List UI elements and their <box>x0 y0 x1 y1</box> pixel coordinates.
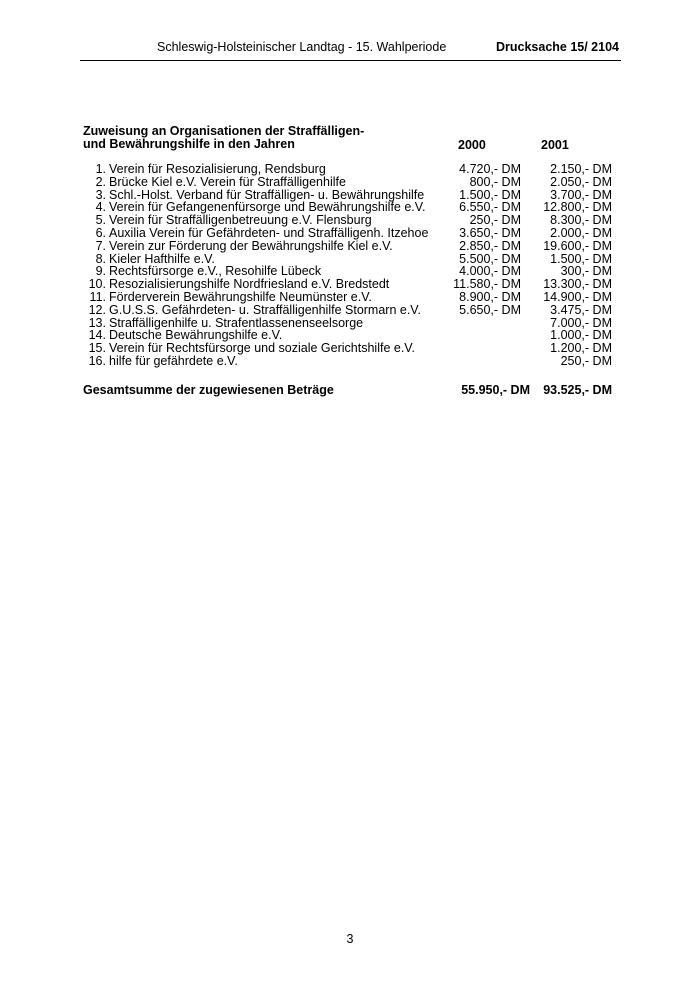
total-row <box>83 383 623 397</box>
amount-2001: 8.300,- DM <box>550 213 612 228</box>
section-title <box>83 125 364 151</box>
table-row <box>82 291 622 304</box>
row-number: 1. <box>95 162 106 176</box>
amount-2000: 6.550,- DM <box>459 200 521 215</box>
row-number: 12. <box>88 302 106 317</box>
page-header <box>80 40 621 61</box>
table-row <box>82 355 622 368</box>
section-title-line-1: Zuweisung an Organisationen der Straffälligen- <box>83 124 365 138</box>
organization-name: Verein für Resozialisierung, Rendsburg <box>109 162 326 176</box>
organization-name: Verein für Straffälligenbetreuung e.V. Flensburg <box>109 213 372 228</box>
amount-2001: 300,- DM <box>560 264 612 279</box>
organization-name: Deutsche Bewährungshilfe e.V. <box>109 328 283 343</box>
amount-2001: 12.800,- DM <box>543 200 612 215</box>
organization-name: Straffälligenhilfe u. Strafentlassenenseelsorge <box>109 315 364 330</box>
amount-2000: 5.500,- DM <box>459 251 521 266</box>
organization-name: Rechtsfürsorge e.V., Resohilfe Lübeck <box>109 264 322 279</box>
organization-name: Verein für Rechtsfürsorge und soziale Gerichtshilfe e.V. <box>109 341 415 356</box>
row-number: 15. <box>88 341 106 356</box>
amount-2001: 13.300,- DM <box>543 277 612 292</box>
row-number: 10. <box>88 277 106 292</box>
amount-2000: 5.650,- DM <box>459 302 521 317</box>
row-number: 7. <box>95 238 106 253</box>
column-header-2000: 2000 <box>458 138 486 152</box>
organization-name: Schl.-Holst. Verband für Straffälligen- u. Bewährungshilfe <box>109 187 425 202</box>
row-number: 3. <box>95 187 106 202</box>
amount-2000: 11.580,- DM <box>453 277 521 292</box>
row-number: 4. <box>95 200 106 215</box>
row-number: 5. <box>95 213 106 228</box>
amount-2001: 3.700,- DM <box>550 187 612 202</box>
row-number: 8. <box>95 251 106 266</box>
row-number: 2. <box>95 174 106 189</box>
organization-name: Kieler Hafthilfe e.V. <box>109 251 215 266</box>
table-row <box>82 163 622 176</box>
organization-name: Förderverein Bewährungshilfe Neumünster e.V. <box>109 289 372 304</box>
organization-name: Verein zur Förderung der Bewährungshilfe Kiel e.V. <box>109 238 393 253</box>
amount-2001: 1.500,- DM <box>550 251 612 266</box>
amount-2000: 1.500,- DM <box>459 187 521 202</box>
row-number: 13. <box>88 315 106 330</box>
amount-2001: 250,- DM <box>560 353 612 368</box>
organization-name: Auxilia Verein für Gefährdeten- und Straffälligenh. Itzehoe <box>109 225 429 240</box>
row-number: 11. <box>89 289 106 304</box>
total-2000: 55.950,- DM <box>461 383 530 397</box>
document-number: Drucksache 15/ 2104 <box>495 40 619 54</box>
amount-2001: 2.150,- DM <box>550 162 612 176</box>
header-title: Schleswig-Holsteinischer Landtag - 15. Wahlperiode <box>157 40 447 54</box>
amount-2000: 250,- DM <box>469 213 521 228</box>
table-row <box>82 176 622 189</box>
section-title-line-2: und Bewährungshilfe in den Jahren <box>83 137 295 151</box>
amount-2000: 800,- DM <box>469 174 521 189</box>
column-header-2001: 2001 <box>541 138 569 152</box>
amount-2001: 1.200,- DM <box>550 341 612 356</box>
total-label: Gesamtsumme der zugewiesenen Beträge <box>83 383 334 397</box>
row-number: 14. <box>88 328 106 343</box>
amount-2000: 4.000,- DM <box>459 264 521 279</box>
organization-name: hilfe für gefährdete e.V. <box>109 353 238 368</box>
amount-2000: 2.850,- DM <box>459 238 521 253</box>
allocation-table <box>82 163 622 368</box>
amount-2001: 1.000,- DM <box>550 328 612 343</box>
amount-2000: 8.900,- DM <box>459 289 521 304</box>
organization-name: G.U.S.S. Gefährdeten- u. Straffälligenhilfe Stormarn e.V. <box>109 302 421 317</box>
row-number: 9. <box>95 264 106 279</box>
table-row <box>82 240 622 253</box>
organization-name: Resozialisierungshilfe Nordfriesland e.V. Bredstedt <box>109 277 390 292</box>
total-2001: 93.525,- DM <box>543 383 612 397</box>
table-row <box>82 304 622 317</box>
organization-name: Verein für Gefangenenfürsorge und Bewährungshilfe e.V. <box>109 200 426 215</box>
amount-2001: 2.000,- DM <box>550 225 612 240</box>
table-row <box>82 227 622 240</box>
amount-2001: 14.900,- DM <box>543 289 612 304</box>
row-number: 6. <box>95 225 106 240</box>
amount-2001: 3.475,- DM <box>550 302 612 317</box>
amount-2001: 7.000,- DM <box>550 315 612 330</box>
page-number: 3 <box>346 932 354 946</box>
amount-2001: 2.050,- DM <box>550 174 612 189</box>
amount-2000: 3.650,- DM <box>459 225 521 240</box>
row-number: 16. <box>88 353 106 368</box>
organization-name: Brücke Kiel e.V. Verein für Straffälligenhilfe <box>109 174 346 189</box>
amount-2001: 19.600,- DM <box>543 238 612 253</box>
amount-2000: 4.720,- DM <box>459 162 521 176</box>
